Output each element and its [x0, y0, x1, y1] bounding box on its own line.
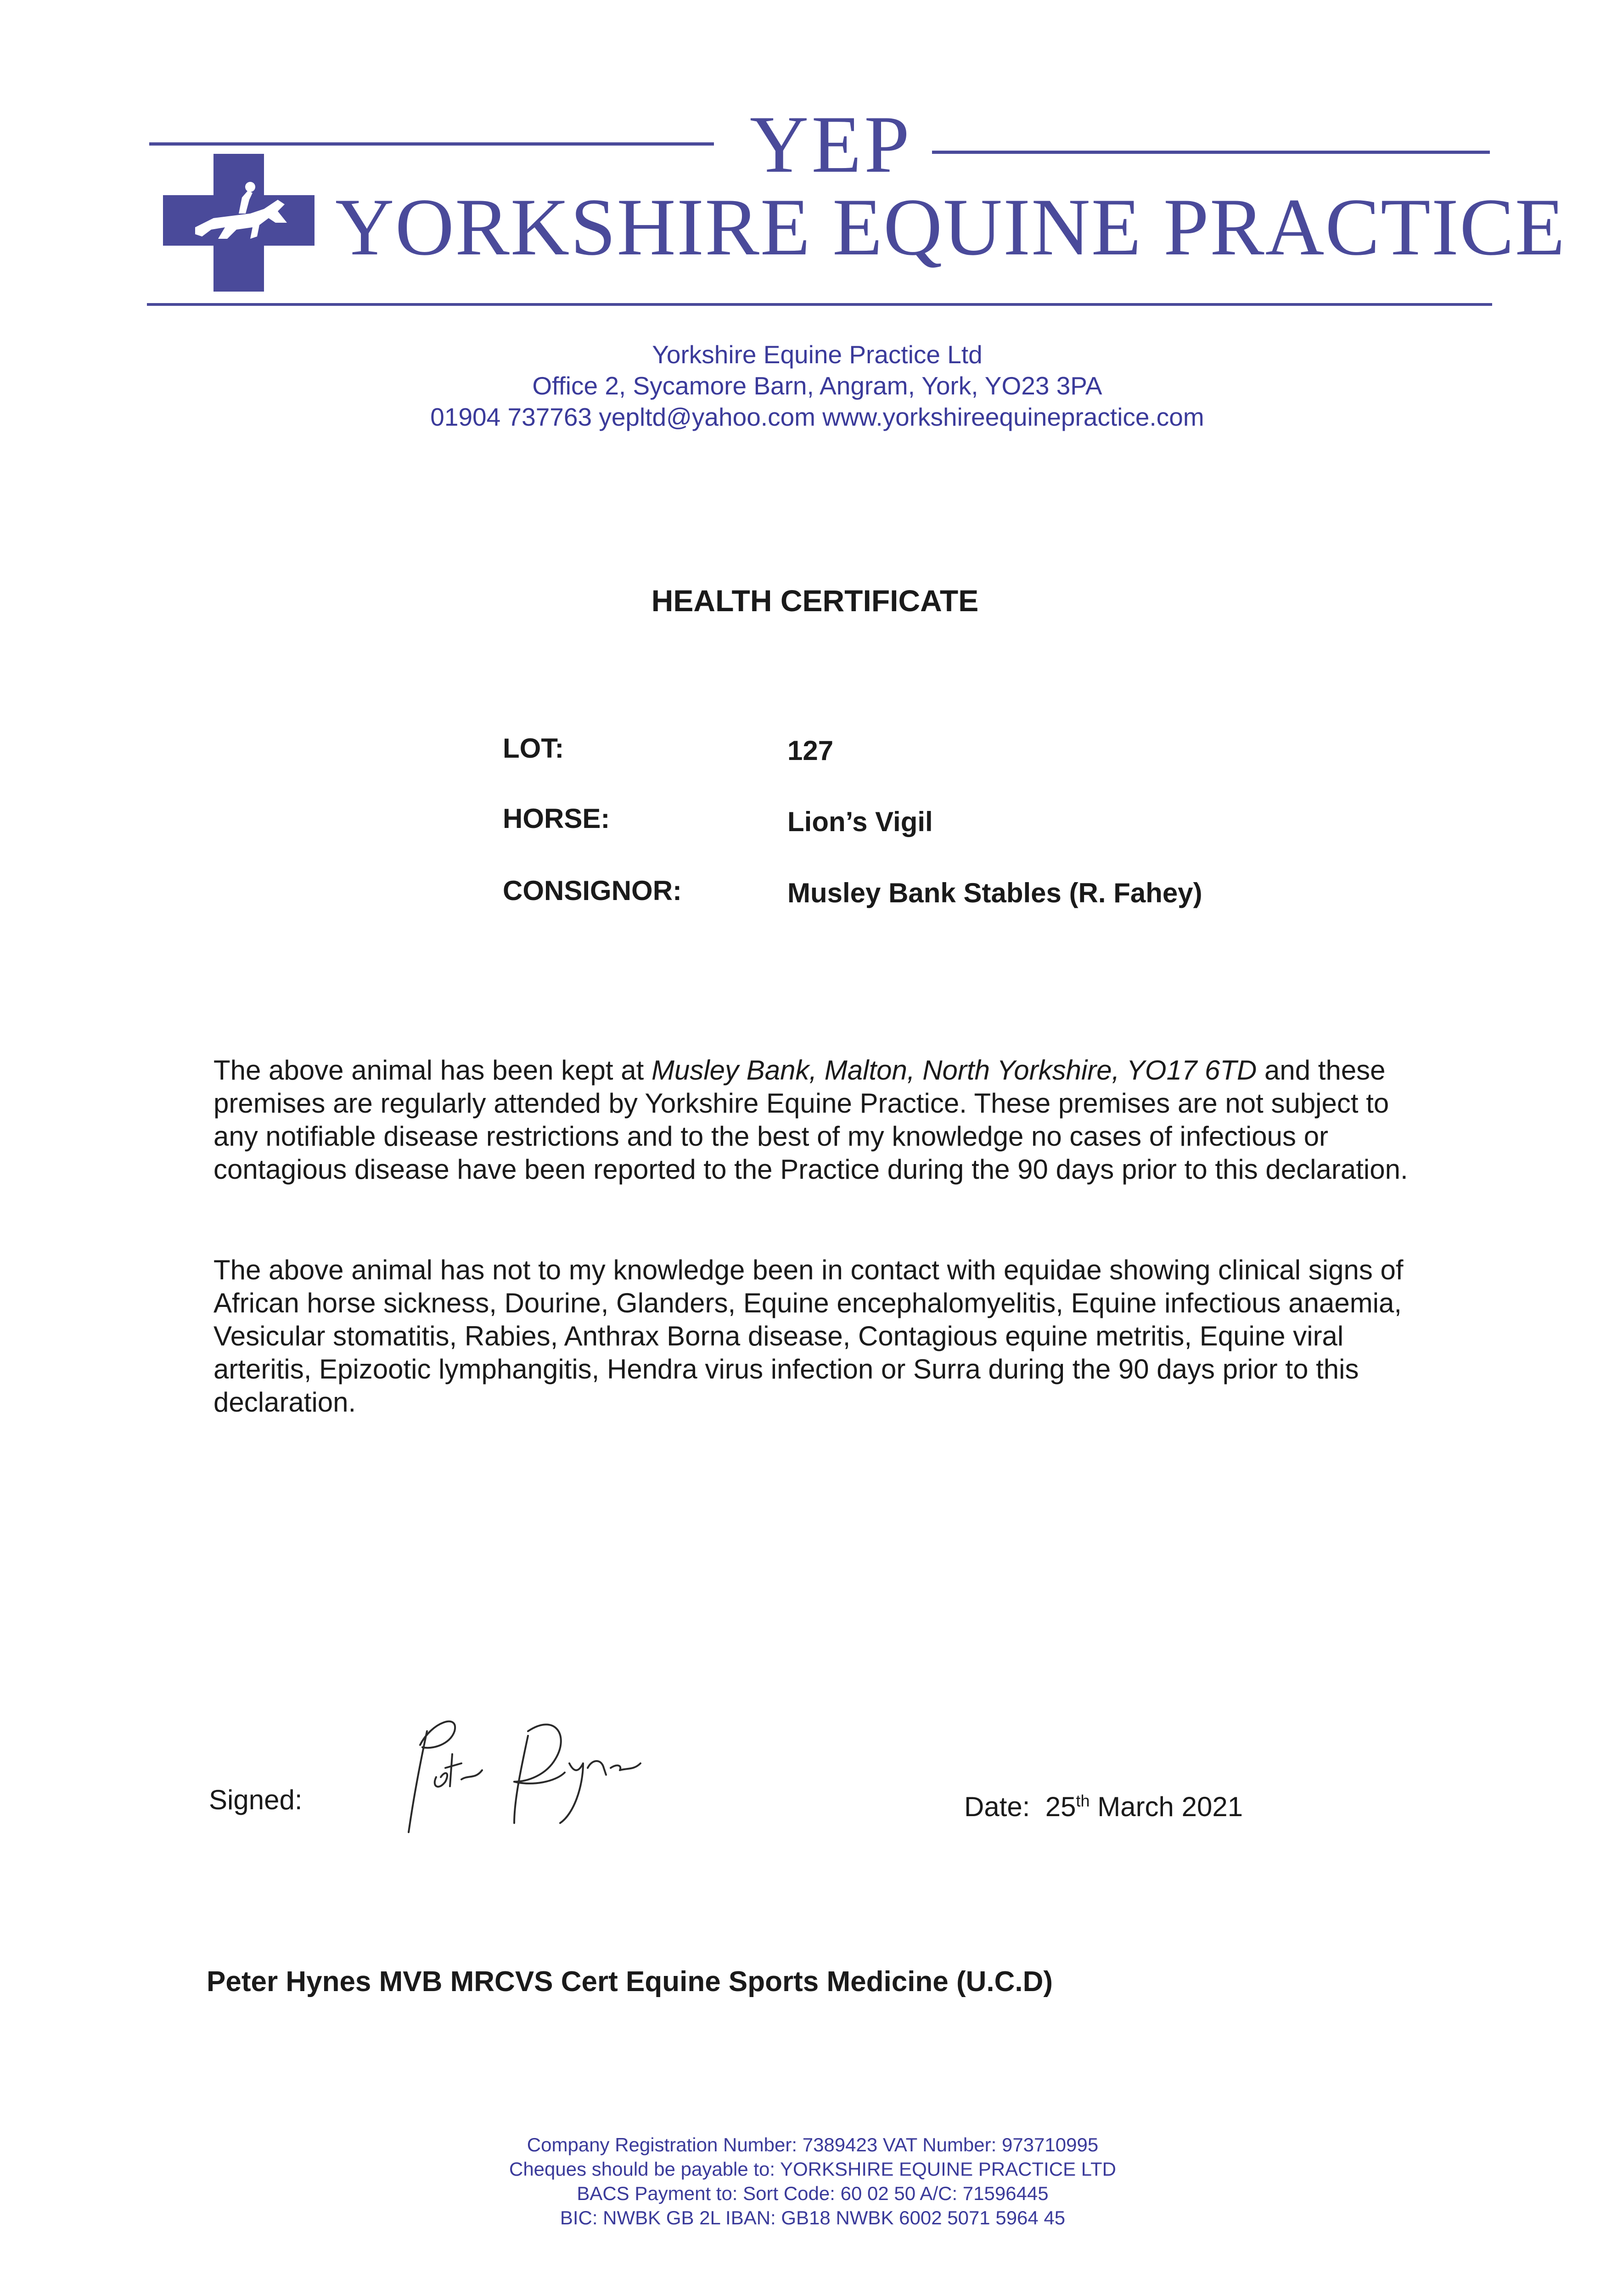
consignor-label: CONSIGNOR: — [503, 875, 682, 906]
company-address: Office 2, Sycamore Barn, Angram, York, YO23 3PA — [532, 371, 1102, 400]
paragraph-1-rest: and these premises are regularly attended by Yorkshire Equine Practice. These premises are not subject to any notifiable disease restrictions and to the best of my knowledge no cases of infectious or contagious disease have been reported to the Practice during the 90 days prior to this declaration. — [213, 1055, 1408, 1185]
lot-label: LOT: — [503, 733, 564, 764]
premises-location: Musley Bank, Malton, North Yorkshire, YO17 6TD — [651, 1055, 1257, 1086]
handwritten-signature — [376, 1694, 689, 1841]
date-suffix: th — [1076, 1791, 1090, 1810]
footer-registration: Company Registration Number: 7389423 VAT Number: 973710995 — [527, 2134, 1099, 2155]
date-day: 25 — [1045, 1791, 1076, 1822]
company-contact: 01904 737763 yepltd@yahoo.com www.yorkshireequinepractice.com — [430, 403, 1204, 431]
consignor-value: Musley Bank Stables (R. Fahey) — [787, 878, 1202, 908]
footer-cheques: Cheques should be payable to: YORKSHIRE EQUINE PRACTICE LTD — [509, 2158, 1116, 2180]
signed-label: Signed: — [209, 1784, 303, 1815]
declaration-paragraph-2: The above animal has not to my knowledge been in contact with equidae showing clinical signs of African horse sickness, Dourine, Glanders, Equine encephalomyelitis, Equine infectious anaemia, Vesicular stomatitis, Rabies, Anthrax Borna disease, Contagious equine metritis, Equine viral arteritis, Epizootic lymphangitis, Hendra virus infection or Surra during the 90 days prior to this declaration. — [213, 1255, 1404, 1418]
letterhead-practice-name: YORKSHIRE EQUINE PRACTICE — [335, 181, 1566, 272]
letterhead-bottom-rule — [147, 303, 1492, 306]
veterinarian-name: Peter Hynes MVB MRCVS Cert Equine Sports Medicine (U.C.D) — [207, 1966, 1053, 1998]
certificate-title: HEALTH CERTIFICATE — [651, 584, 979, 618]
letterhead-top-rule-left — [149, 142, 714, 146]
company-name: Yorkshire Equine Practice Ltd — [652, 340, 983, 369]
footer-bacs: BACS Payment to: Sort Code: 60 02 50 A/C: 71596445 — [577, 2183, 1049, 2204]
date-month-year: March 2021 — [1097, 1791, 1243, 1822]
date-line — [964, 1791, 1243, 1823]
lot-value: 127 — [787, 735, 834, 766]
letterhead-top-rule-right — [932, 151, 1490, 154]
horse-in-cross-icon — [163, 154, 314, 292]
letterhead-acronym: YEP — [749, 99, 913, 190]
date-label: Date: — [964, 1791, 1030, 1822]
horse-label: HORSE: — [503, 803, 610, 834]
paragraph-1-intro: The above animal has been kept at — [213, 1055, 651, 1086]
horse-value: Lion’s Vigil — [787, 806, 933, 837]
declaration-paragraph-1 — [213, 1054, 1416, 1186]
footer-bic-iban: BIC: NWBK GB 2L IBAN: GB18 NWBK 6002 5071 5964 45 — [560, 2207, 1066, 2228]
